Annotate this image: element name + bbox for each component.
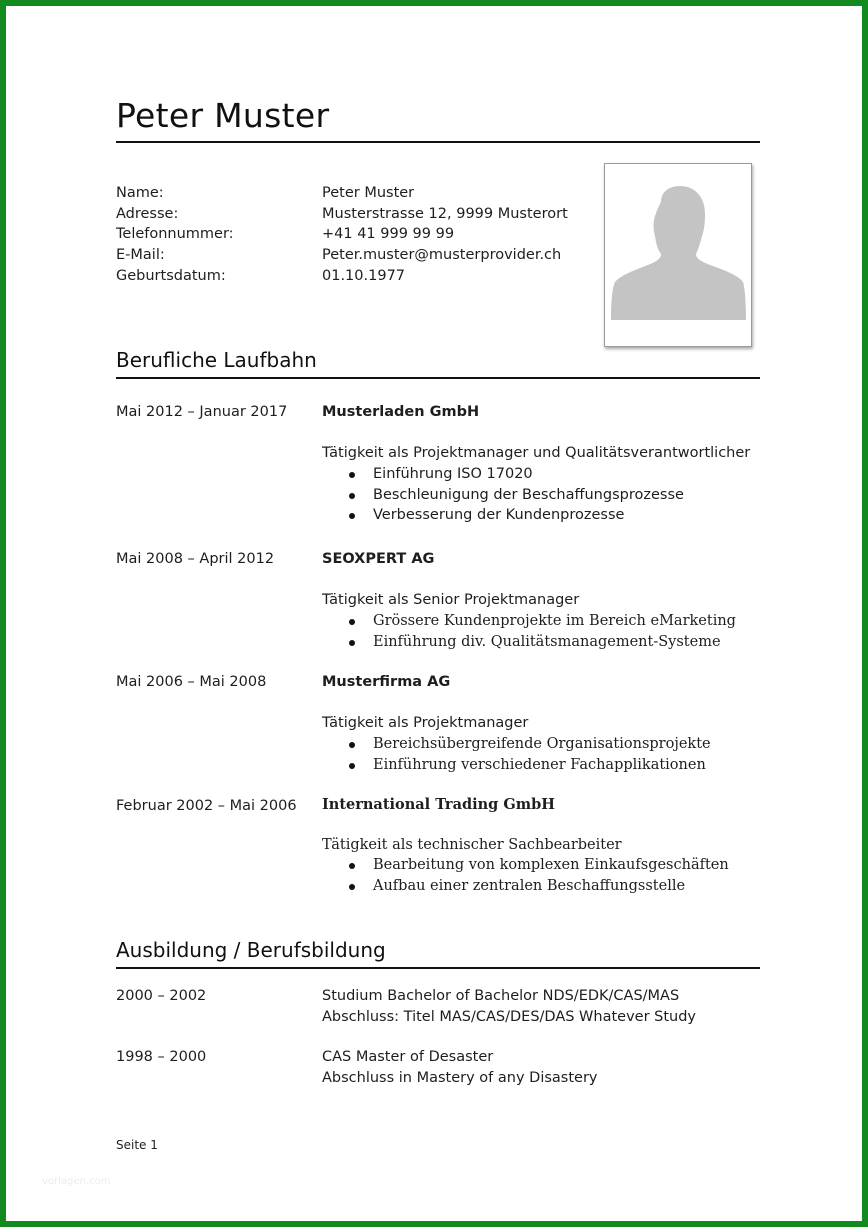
personal-value-birthdate: 01.10.1977 xyxy=(322,268,406,284)
career-role: Tätigkeit als Senior Projektmanager xyxy=(322,592,580,608)
career-bullets xyxy=(322,611,736,652)
career-company: Musterfirma AG xyxy=(322,674,451,690)
list-item: Einführung div. Qualitätsmanagement-Systeme xyxy=(322,632,736,653)
profile-photo xyxy=(604,163,752,347)
career-company: SEOXPERT AG xyxy=(322,551,435,567)
career-company: International Trading GmbH xyxy=(322,796,555,813)
career-bullets xyxy=(322,464,684,526)
career-period: Februar 2002 – Mai 2006 xyxy=(116,798,297,814)
person-silhouette-icon xyxy=(605,164,751,346)
personal-value-address: Musterstrasse 12, 9999 Musterort xyxy=(322,206,568,222)
list-item: Aufbau einer zentralen Beschaffungsstelle xyxy=(322,876,729,897)
career-period: Mai 2012 – Januar 2017 xyxy=(116,404,288,420)
career-role: Tätigkeit als Projektmanager xyxy=(322,715,529,731)
list-item: Bereichsübergreifende Organisationsprojekte xyxy=(322,734,711,755)
education-period: 2000 – 2002 xyxy=(116,988,207,1004)
list-item: Einführung ISO 17020 xyxy=(322,464,684,485)
list-item: Einführung verschiedener Fachapplikationen xyxy=(322,755,711,776)
education-rule xyxy=(116,967,760,969)
education-line: Abschluss: Titel MAS/CAS/DES/DAS Whatever Study xyxy=(322,1009,697,1025)
personal-label-email: E-Mail: xyxy=(116,247,165,263)
education-line: Studium Bachelor of Bachelor NDS/EDK/CAS/MAS xyxy=(322,988,680,1004)
personal-label-phone: Telefonnummer: xyxy=(116,226,234,242)
career-bullets xyxy=(322,855,729,896)
title-rule xyxy=(116,141,760,143)
personal-label-name: Name: xyxy=(116,185,164,201)
career-section-title: Berufliche Laufbahn xyxy=(116,348,317,372)
career-period: Mai 2006 – Mai 2008 xyxy=(116,674,267,690)
career-period: Mai 2008 – April 2012 xyxy=(116,551,275,567)
career-role: Tätigkeit als technischer Sachbearbeiter xyxy=(322,837,622,853)
list-item: Bearbeitung von komplexen Einkaufsgeschäften xyxy=(322,855,729,876)
career-rule xyxy=(116,377,760,379)
education-period: 1998 – 2000 xyxy=(116,1049,207,1065)
education-section-title: Ausbildung / Berufsbildung xyxy=(116,938,386,962)
personal-label-address: Adresse: xyxy=(116,206,179,222)
personal-value-email: Peter.muster@musterprovider.ch xyxy=(322,247,562,263)
personal-label-birthdate: Geburtsdatum: xyxy=(116,268,226,284)
page-title: Peter Muster xyxy=(116,96,330,135)
career-bullets xyxy=(322,734,711,775)
list-item: Beschleunigung der Beschaffungsprozesse xyxy=(322,485,684,506)
education-line: CAS Master of Desaster xyxy=(322,1049,494,1065)
list-item: Verbesserung der Kundenprozesse xyxy=(322,505,684,526)
education-line: Abschluss in Mastery of any Disastery xyxy=(322,1070,598,1086)
watermark: vorlagen.com xyxy=(42,1176,111,1187)
career-company: Musterladen GmbH xyxy=(322,404,480,420)
list-item: Grössere Kundenprojekte im Bereich eMarketing xyxy=(322,611,736,632)
page-number: Seite 1 xyxy=(116,1138,158,1152)
career-role: Tätigkeit als Projektmanager und Qualitätsverantwortlicher xyxy=(322,445,751,461)
personal-value-name: Peter Muster xyxy=(322,185,415,201)
personal-value-phone: +41 41 999 99 99 xyxy=(322,226,455,242)
